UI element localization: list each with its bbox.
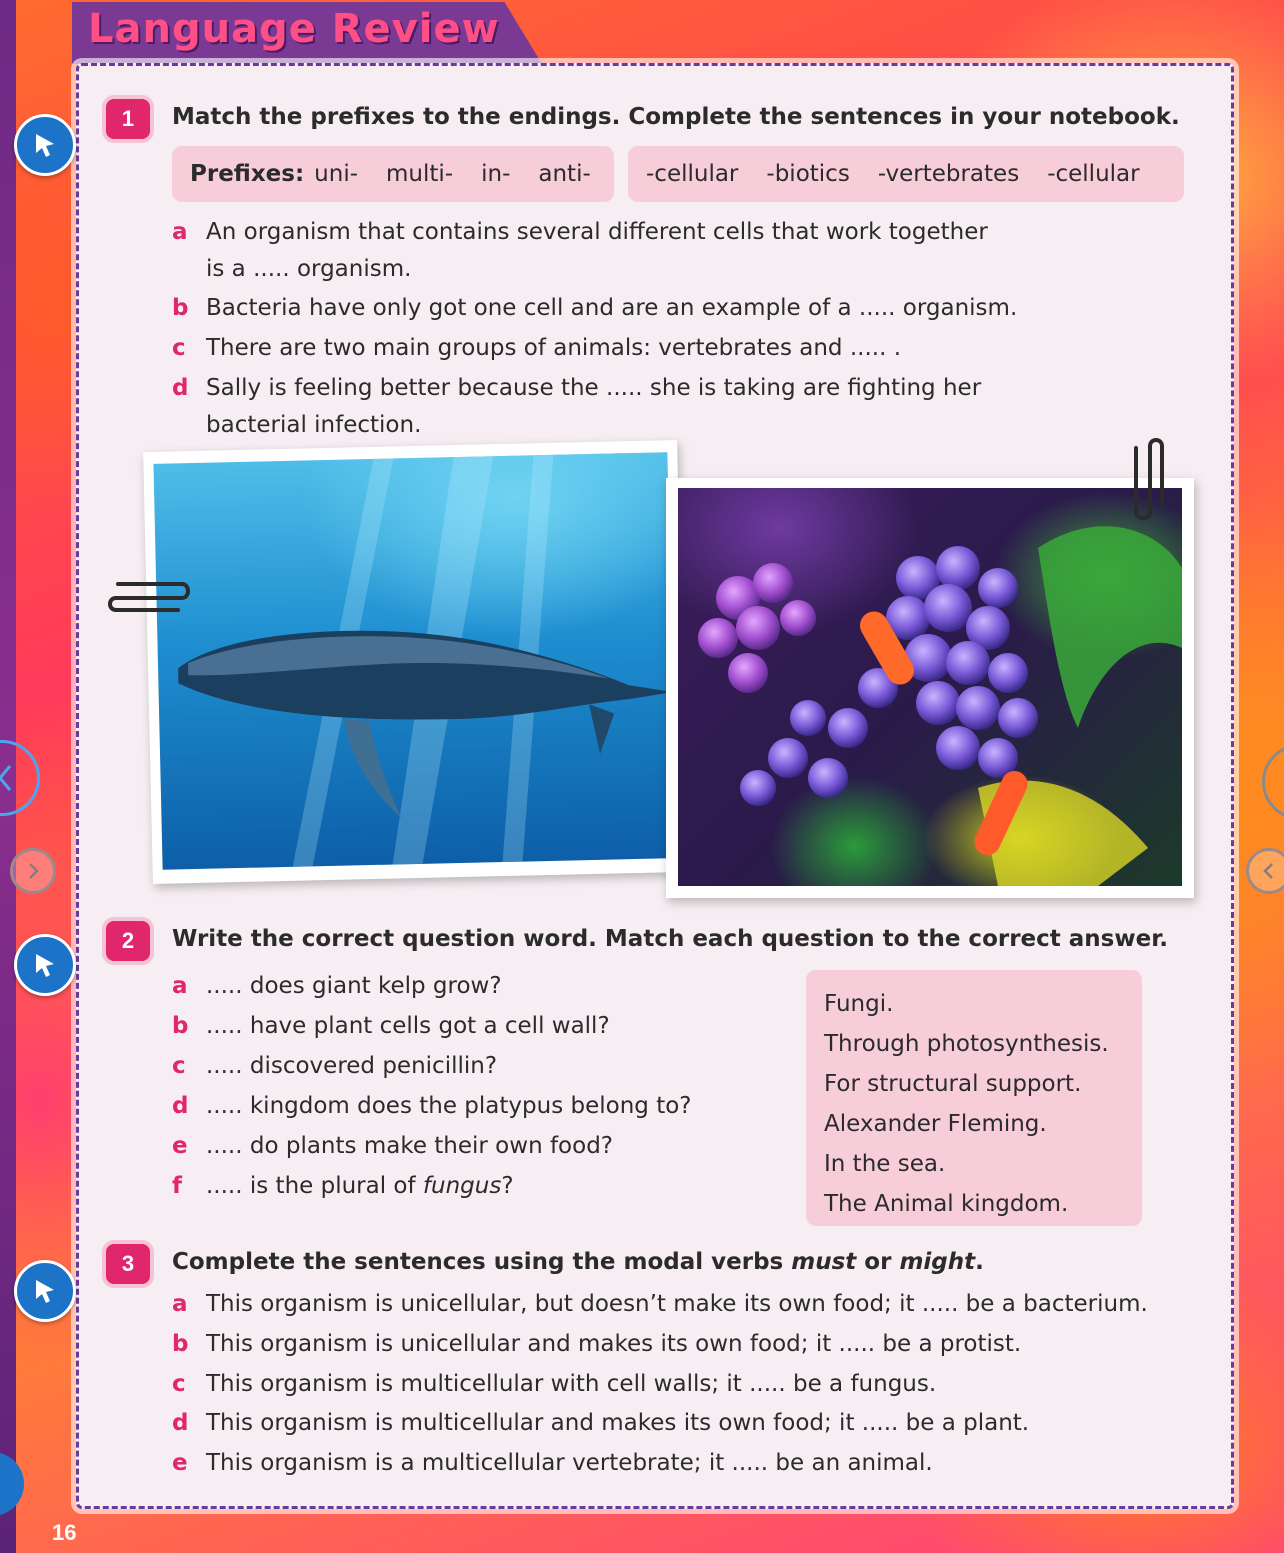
answers-box — [806, 970, 1142, 1226]
whale-illustration — [153, 452, 676, 870]
exercise-3-instruction — [172, 1249, 984, 1275]
item-letter: b — [172, 1013, 189, 1039]
item-text-after: ? — [501, 1173, 514, 1199]
prefix-word: multi- — [386, 161, 454, 187]
item-text: There are two main groups of animals: vertebrates and ..... . — [206, 335, 902, 361]
prefixes-label: Prefixes: — [190, 161, 305, 187]
answer-item: Through photosynthesis. — [824, 1031, 1109, 1057]
exercise-2-item-a — [172, 968, 502, 1005]
endings-box — [628, 146, 1184, 202]
answer-item: Fungi. — [824, 991, 894, 1017]
page-number: 16 — [52, 1520, 77, 1545]
chevron-left-icon — [1259, 861, 1279, 881]
item-text: ..... discovered penicillin? — [206, 1053, 498, 1079]
exercise-3-cursor-button[interactable] — [14, 1260, 76, 1322]
item-text: This organism is a multicellular vertebrate; it ..... be an animal. — [206, 1450, 933, 1476]
item-text: ..... kingdom does the platypus belong to? — [206, 1093, 692, 1119]
item-letter: e — [172, 1133, 188, 1159]
prefix-word: uni- — [314, 161, 359, 187]
exercise-3-item-e — [172, 1445, 933, 1482]
page-title: Language Review — [88, 6, 500, 52]
item-letter: b — [172, 1331, 189, 1357]
item-text: ..... have plant cells got a cell wall? — [206, 1013, 610, 1039]
bacteria-illustration — [678, 488, 1182, 886]
exercise-2-item-b — [172, 1008, 610, 1045]
item-text: This organism is unicellular, but doesn’t make its own food; it ..... be a bacterium. — [206, 1291, 1148, 1317]
cursor-icon — [30, 130, 60, 160]
prefix-word: in- — [481, 161, 511, 187]
answer-item: For structural support. — [824, 1071, 1082, 1097]
bacteria-photo — [666, 478, 1194, 898]
ending-word: -vertebrates — [877, 161, 1020, 187]
instruction-part: Complete the sentences using the modal verbs — [172, 1249, 792, 1275]
item-text-before: ..... is the plural of — [206, 1173, 423, 1199]
item-text: This organism is unicellular and makes its own food; it ..... be a protist. — [206, 1331, 1022, 1357]
exercise-2-item-f — [172, 1168, 514, 1205]
answer-item: The Animal kingdom. — [824, 1191, 1069, 1217]
exercise-1-item-d — [172, 370, 981, 444]
exercise-1-cursor-button[interactable] — [14, 114, 76, 176]
item-letter: d — [172, 375, 189, 401]
ending-word: -cellular — [646, 161, 739, 187]
item-letter: a — [172, 219, 188, 245]
cursor-icon — [30, 1276, 60, 1306]
exercise-2-item-e — [172, 1128, 613, 1165]
exercise-2-badge: 2 — [106, 921, 150, 961]
bacteria-image — [678, 488, 1182, 886]
prefix-word: anti- — [538, 161, 591, 187]
item-letter: a — [172, 1291, 188, 1317]
item-letter: b — [172, 295, 189, 321]
item-text: Bacteria have only got one cell and are an example of a ..... organism. — [206, 295, 1018, 321]
item-text: This organism is multicellular and makes its own food; it ..... be a plant. — [206, 1410, 1030, 1436]
item-text: An organism that contains several different cells that work together is a ..... organism. — [206, 219, 988, 282]
instruction-might: might — [899, 1249, 976, 1275]
item-text: ..... does giant kelp grow? — [206, 973, 502, 999]
instruction-must: must — [791, 1249, 857, 1275]
exercise-1-instruction: Match the prefixes to the endings. Complete the sentences in your notebook. — [172, 104, 1180, 130]
item-text: ..... do plants make their own food? — [206, 1133, 614, 1159]
cursor-icon — [30, 950, 60, 980]
next-thumbnail-button[interactable] — [10, 848, 56, 894]
paperclip-icon — [1128, 428, 1168, 524]
whale-image — [153, 452, 676, 870]
exercise-1-item-c — [172, 330, 901, 367]
item-letter: f — [172, 1173, 183, 1199]
chevron-right-icon — [23, 861, 43, 881]
prefixes-box — [172, 146, 614, 202]
exercise-2-item-d — [172, 1088, 692, 1125]
whale-photo — [143, 440, 687, 884]
chevron-right-icon — [1262, 744, 1284, 820]
answer-item: In the sea. — [824, 1151, 946, 1177]
exercise-2-instruction: Write the correct question word. Match each question to the correct answer. — [172, 926, 1169, 952]
item-text: Sally is feeling better because the ..... she is taking are fighting her bacterial infection. — [206, 375, 982, 438]
item-text-italic: fungus — [422, 1173, 502, 1199]
menu-toggle-button[interactable] — [0, 1452, 24, 1516]
exercise-2-item-c — [172, 1048, 497, 1085]
instruction-part: . — [975, 1249, 984, 1275]
item-text: This organism is multicellular with cell walls; it ..... be a fungus. — [206, 1371, 937, 1397]
ending-word: -cellular — [1047, 161, 1140, 187]
exercise-1-item-b — [172, 290, 1017, 327]
exercise-1-badge: 1 — [106, 99, 150, 139]
previous-thumbnail-button[interactable] — [1246, 848, 1284, 894]
exercise-3-badge: 3 — [106, 1244, 150, 1284]
exercise-3-item-a — [172, 1286, 1148, 1323]
ending-word: -biotics — [766, 161, 850, 187]
item-letter: d — [172, 1410, 189, 1436]
item-letter: c — [172, 1371, 186, 1397]
exercise-1-item-a — [172, 214, 988, 288]
item-letter: c — [172, 1053, 186, 1079]
answer-item: Alexander Fleming. — [824, 1111, 1047, 1137]
previous-page-button[interactable] — [0, 740, 40, 816]
instruction-part: or — [856, 1249, 900, 1275]
exercise-3-item-d — [172, 1405, 1029, 1442]
item-letter: c — [172, 335, 186, 361]
paperclip-icon — [98, 578, 194, 618]
chevron-left-icon — [0, 740, 40, 816]
exercise-2-cursor-button[interactable] — [14, 934, 76, 996]
item-letter: e — [172, 1450, 188, 1476]
item-text — [206, 1168, 514, 1205]
next-page-button[interactable] — [1262, 744, 1284, 820]
item-letter: a — [172, 973, 188, 999]
item-letter: d — [172, 1093, 189, 1119]
exercise-3-item-b — [172, 1326, 1021, 1363]
exercise-3-item-c — [172, 1366, 936, 1403]
